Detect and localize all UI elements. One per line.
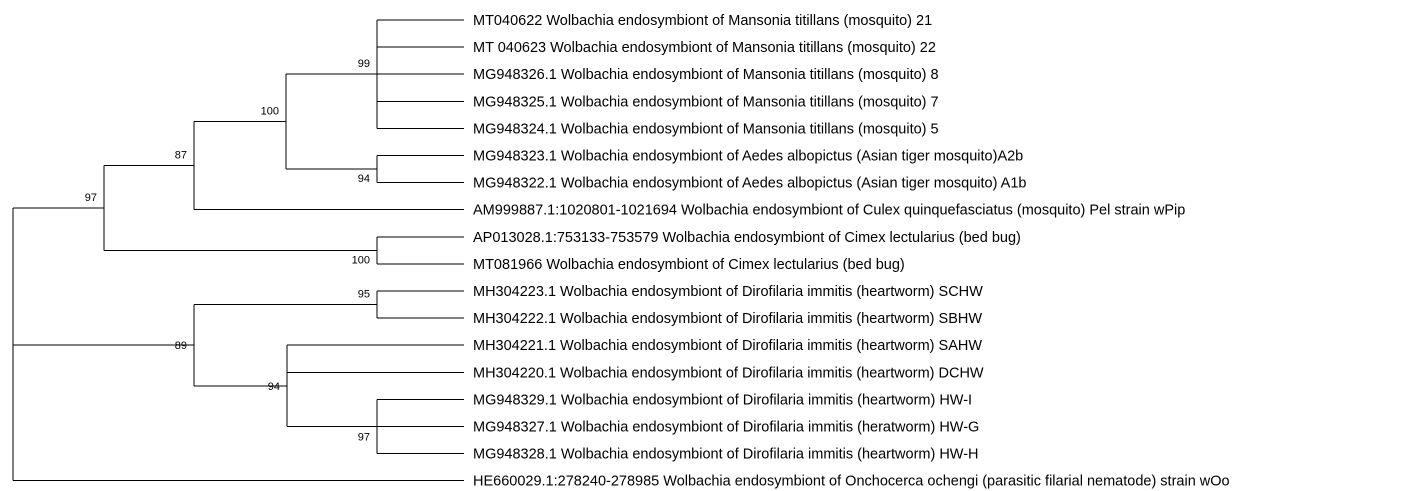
taxon-label: MG948323.1 Wolbachia endosymbiont of Aedes albopictus (Asian tiger mosquito)A2b xyxy=(473,148,1024,165)
taxon-label: MH304220.1 Wolbachia endosymbiont of Dirofilaria immitis (heartworm) DCHW xyxy=(473,365,984,382)
taxon-label: MG948322.1 Wolbachia endosymbiont of Aedes albopictus (Asian tiger mosquito) A1b xyxy=(473,175,1027,192)
bootstrap-support-value: 94 xyxy=(267,380,280,393)
bootstrap-support-value: 97 xyxy=(84,192,97,205)
bootstrap-support-value: 99 xyxy=(357,58,370,71)
taxon-label: AM999887.1:1020801-1021694 Wolbachia endosymbiont of Culex quinquefasciatus (mosquito) Pel strain wPip xyxy=(473,202,1186,219)
taxon-label: MG948327.1 Wolbachia endosymbiont of Dirofilaria immitis (heratworm) HW-G xyxy=(473,419,980,436)
taxon-label: MH304222.1 Wolbachia endosymbiont of Dirofilaria immitis (heartworm) SBHW xyxy=(473,311,983,328)
taxon-label: AP013028.1:753133-753579 Wolbachia endosymbiont of Cimex lectularius (bed bug) xyxy=(473,229,1021,246)
taxon-label: MG948326.1 Wolbachia endosymbiont of Mansonia titillans (mosquito) 8 xyxy=(473,67,939,84)
taxon-label: HE660029.1:278240-278985 Wolbachia endosymbiont of Onchocerca ochengi (parasitic filarial nematode) strain wOo xyxy=(473,473,1230,490)
bootstrap-support-value: 95 xyxy=(357,288,370,301)
taxon-label: MT040622 Wolbachia endosymbiont of Mansonia titillans (mosquito) 21 xyxy=(473,13,933,29)
taxon-label: MG948328.1 Wolbachia endosymbiont of Dirofilaria immitis (heartworm) HW-H xyxy=(473,446,979,463)
tree-branches xyxy=(13,20,464,481)
bootstrap-support-value: 100 xyxy=(260,105,279,118)
bootstrap-support-value: 94 xyxy=(357,173,370,186)
taxon-label: MG948329.1 Wolbachia endosymbiont of Dirofilaria immitis (heartworm) HW-I xyxy=(473,392,973,409)
taxon-label: MH304221.1 Wolbachia endosymbiont of Dirofilaria immitis (heartworm) SAHW xyxy=(473,338,983,355)
taxon-label: MG948324.1 Wolbachia endosymbiont of Mansonia titillans (mosquito) 5 xyxy=(473,121,939,138)
taxon-label: MT081966 Wolbachia endosymbiont of Cimex lectularius (bed bug) xyxy=(473,256,905,273)
bootstrap-support-value: 89 xyxy=(174,340,187,353)
taxon-label: MG948325.1 Wolbachia endosymbiont of Mansonia titillans (mosquito) 7 xyxy=(473,94,939,111)
leaf-labels xyxy=(473,13,1230,490)
bootstrap-support-value: 100 xyxy=(351,254,370,267)
bootstrap-support-value: 87 xyxy=(174,149,187,162)
taxon-label: MH304223.1 Wolbachia endosymbiont of Dirofilaria immitis (heartworm) SCHW xyxy=(473,284,983,300)
bootstrap-support-value: 97 xyxy=(357,431,370,444)
taxon-label: MT 040623 Wolbachia endosymbiont of Mansonia titillans (mosquito) 22 xyxy=(473,40,936,57)
